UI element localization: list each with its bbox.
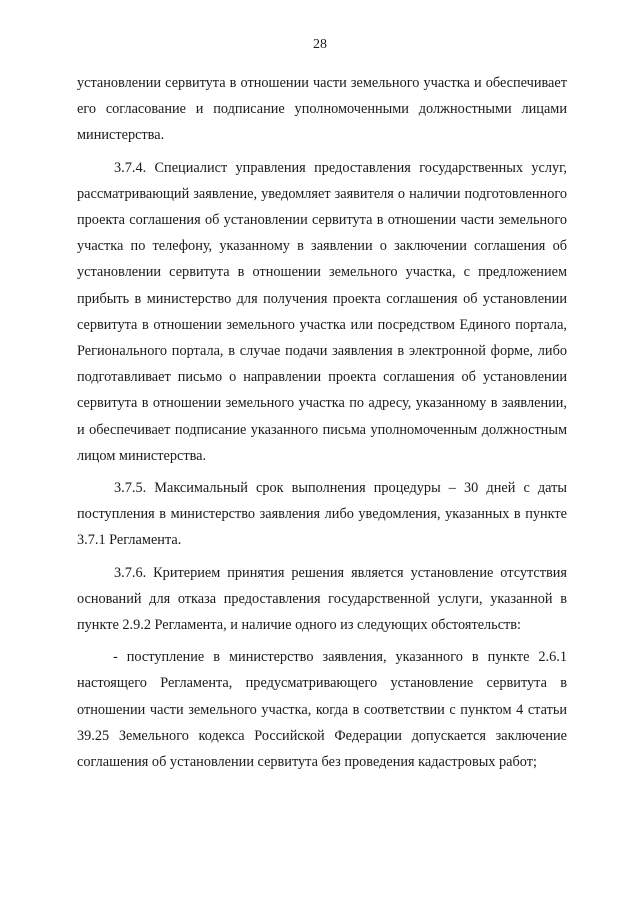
paragraph-3-7-5: 3.7.5. Максимальный срок выполнения процедуры – 30 дней с даты поступления в министерство заявления либо уведомления, указанных в пункте 3.7.1 Регламента.	[77, 480, 567, 549]
document-body	[77, 70, 567, 781]
paragraph-3-7-6: 3.7.6. Критерием принятия решения является установление отсутствия оснований для отказа предоставления государственной услуги, указанной в пункте 2.9.2 Регламента, и наличие одного из следующих обстоятельств:	[77, 564, 567, 634]
paragraph-3-7-4: 3.7.4. Специалист управления предоставления государственных услуг, рассматривающий заявление, уведомляет заявителя о наличии подготовленного проекта соглашения об установлении сервитута в отношении части земельного участка по телефону, указанному в заявлении о заключении соглашения об установлении сервитута в отношении земельного участка, с предложением прибыть в министерство для получения проекта соглашения об установлении сервитута в отношении земельного участка или посредством Единого портала, Регионального портала, в случае подачи заявления в электронной форме, либо подготавливает письмо о направлении проекта соглашения об установлении сервитута в отношении земельного участка по адресу, указанному в заявлении, и обеспечивает подписание указанного письма уполномоченным должностным лицом министерства.	[77, 159, 567, 464]
paragraph-continuation: установлении сервитута в отношении части земельного участка и обеспечивает его согласование и подписание уполномоченными должностными лицами министерства.	[77, 75, 567, 144]
list-item: - поступление в министерство заявления, указанного в пункте 2.6.1 настоящего Регламента, предусматривающего установление сервитута в отношении части земельного участка, когда в соответствии с пунктом 4 статьи 39.25 Земельного кодекса Российской Федерации допускается заключение соглашения об установлении сервитута без проведения кадастровых работ;	[77, 649, 567, 771]
page-number: 28	[313, 37, 327, 52]
